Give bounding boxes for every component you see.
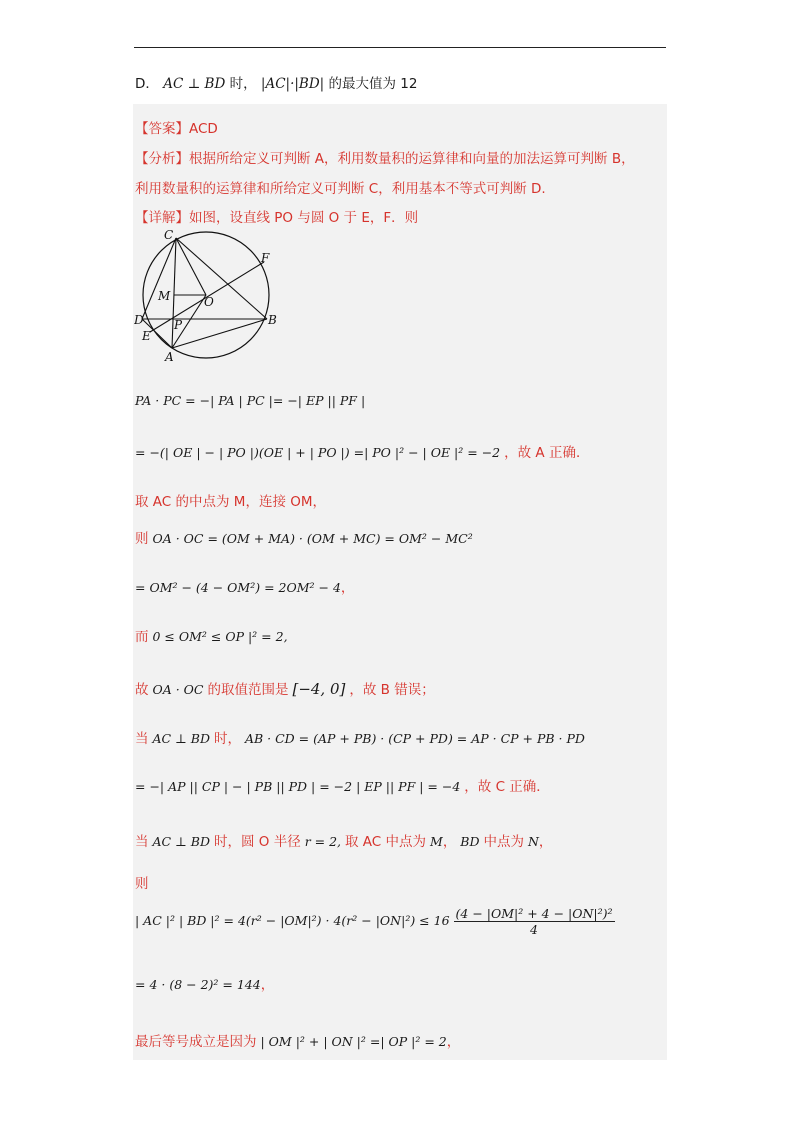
eq-1: PA · PC = −| PA | PC |= −| EP || PF | xyxy=(135,393,366,408)
label-d: D xyxy=(134,313,144,327)
option-d-line xyxy=(135,72,418,92)
eq-8-tail: ，故 C 正确． xyxy=(464,779,550,795)
eq-5-line xyxy=(135,625,288,645)
segment-ab xyxy=(172,319,267,348)
eq-11-line xyxy=(135,973,274,993)
circle-figure xyxy=(134,228,279,363)
answer-line xyxy=(135,117,218,137)
analysis-text-1: 根据所给定义可判断 A，利用数量积的运算律和向量的加法运算可判断 B， xyxy=(189,151,635,167)
top-rule xyxy=(134,47,666,48)
option-d-condition: AC ⊥ BD xyxy=(163,76,226,92)
eq-9-a: 时，圆 O 半径 xyxy=(213,834,301,850)
eq-8: = −| AP || CP | − | PB || PD | = −2 | EP || PF | = −4 xyxy=(135,779,461,794)
when2-prefix: 当 xyxy=(135,834,149,850)
eq-9-c: ， xyxy=(442,834,457,850)
eq-9-n: N xyxy=(527,834,539,849)
label-m: M xyxy=(158,289,171,303)
detail-line xyxy=(135,206,418,226)
eq-4: = OM² − (4 − OM²) = 2OM² − 4 xyxy=(135,580,341,595)
then-prefix-2: 则 xyxy=(135,876,149,892)
option-d-label: D． xyxy=(135,76,159,92)
label-f: F xyxy=(261,251,270,265)
eq-3: OA · OC = (OM + MA) · (OM + MC) = OM² − MC² xyxy=(152,531,473,546)
eq-7: AB · CD = (AP + PB) · (CP + PD) = AP · CP + PB · PD xyxy=(244,731,585,746)
eq-10-fraction xyxy=(454,906,615,937)
eq-9-m: M xyxy=(430,834,443,849)
while-prefix: 而 xyxy=(135,629,149,645)
eq-5: 0 ≤ OM² ≤ OP |² = 2, xyxy=(152,629,288,644)
eq-7-time: 时， xyxy=(213,731,241,747)
take-mid-line: 取 AC 的中点为 M，连接 OM， xyxy=(135,494,327,510)
option-d-time: 时， xyxy=(229,76,257,92)
eq-11-tail: ， xyxy=(260,977,275,993)
eq-2-tail: ，故 A 正确． xyxy=(504,445,590,461)
eq-2-line xyxy=(135,441,589,461)
eq-8-line xyxy=(135,775,550,795)
analysis-tag: 【分析】 xyxy=(135,151,189,167)
eq-9-r: r = 2, xyxy=(304,834,342,849)
option-d-expr: |AC|·|BD| xyxy=(260,76,325,92)
eq-7-cond: AC ⊥ BD xyxy=(152,731,210,746)
eq-4-tail: ， xyxy=(340,580,355,596)
detail-text: 如图，设直线 PO 与圆 O 于 E，F．则 xyxy=(189,210,419,226)
eq-12-tail: ， xyxy=(446,1034,461,1050)
so-prefix: 故 xyxy=(135,682,149,698)
eq-6-line xyxy=(135,678,435,698)
eq-9-b: 取 AC 中点为 xyxy=(345,834,427,850)
eq-6-tail: ，故 B 错误； xyxy=(349,682,435,698)
segment-cb xyxy=(176,238,267,319)
when-prefix: 当 xyxy=(135,731,149,747)
segment-dc xyxy=(142,238,176,319)
eq-9-d: 中点为 xyxy=(483,834,524,850)
label-b: B xyxy=(268,313,277,327)
analysis-line-1 xyxy=(135,147,635,167)
analysis-text-2: 利用数量积的运算律和所给定义可判断 C，利用基本不等式可判断 D. xyxy=(135,181,546,197)
eq-9-e: ， xyxy=(538,834,553,850)
eq-6-mid: 的取值范围是 xyxy=(207,682,289,698)
eq-7-line xyxy=(135,727,585,747)
eq-10-numerator: (4 − |OM|² + 4 − |ON|²)² xyxy=(455,906,613,921)
label-e: E xyxy=(142,329,151,343)
label-a: A xyxy=(165,350,174,363)
option-d-suffix: 的最大值为 12 xyxy=(328,76,418,92)
label-c: C xyxy=(164,228,174,242)
eq-9-cond: AC ⊥ BD xyxy=(152,834,210,849)
segment-co xyxy=(176,238,206,295)
eq-6-range: [−4, 0] xyxy=(292,680,346,698)
eq-10-line xyxy=(135,906,615,937)
eq-9-line xyxy=(135,830,552,850)
eq-2: = −(| OE | − | PO |)(OE | + | PO |) =| PO |² − | OE |² = −2 xyxy=(135,445,501,460)
eq-4-line xyxy=(135,576,354,596)
detail-tag: 【详解】 xyxy=(135,210,189,226)
eq-10-denominator: 4 xyxy=(530,922,538,937)
eq-10-left: | AC |² | BD |² = 4(r² − |OM|²) · 4(r² − |ON|²) ≤ 16 xyxy=(135,913,450,928)
eq-11: = 4 · (8 − 2)² = 144 xyxy=(135,977,261,992)
eq-12: | OM |² + | ON |² =| OP |² = 2 xyxy=(260,1034,447,1049)
last-prefix: 最后等号成立是因为 xyxy=(135,1034,257,1050)
label-o: O xyxy=(204,295,214,309)
label-p: P xyxy=(174,318,183,332)
answer-value: ACD xyxy=(189,121,218,137)
eq-9-bd: BD xyxy=(460,834,480,849)
then-prefix-1: 则 xyxy=(135,531,149,547)
eq-6-expr: OA · OC xyxy=(152,682,204,697)
analysis-line-2 xyxy=(135,177,546,197)
answer-tag: 【答案】 xyxy=(135,121,189,137)
eq-12-line xyxy=(135,1030,460,1050)
eq-3-line xyxy=(135,527,473,547)
